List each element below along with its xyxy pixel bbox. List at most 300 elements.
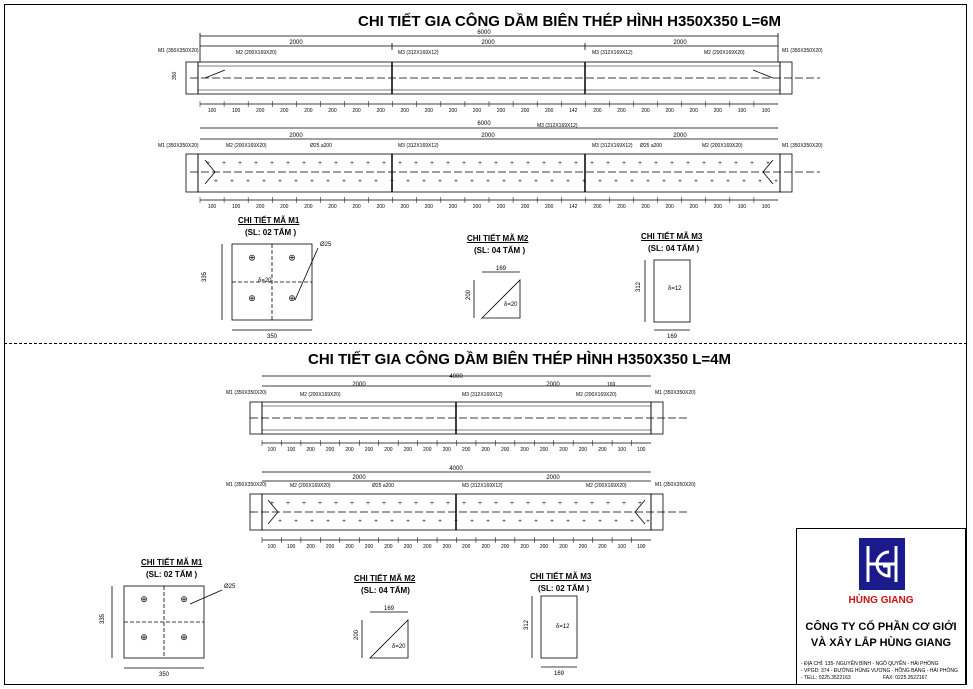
bolt-hole-icon: + xyxy=(454,519,458,525)
title-beam-4m: CHI TIẾT GIA CÔNG DẦM BIÊN THÉP HÌNH H350X350 L=4M xyxy=(308,351,731,368)
company-name-line2: VÀ XÂY LẮP HÙNG GIANG xyxy=(810,637,952,649)
bolt-hole-icon: + xyxy=(278,179,282,185)
dim-value: 200 xyxy=(448,108,458,114)
bolt-hole-icon: + xyxy=(358,519,362,525)
title-beam-6m: CHI TIẾT GIA CÔNG DẦM BIÊN THÉP HÌNH H350X350 L=6M xyxy=(358,13,781,30)
dim-value: 100 xyxy=(267,544,276,550)
bolt-hole-icon: + xyxy=(478,501,482,507)
bolt-hole-icon: + xyxy=(382,161,386,167)
dim-value: 200 xyxy=(403,447,413,453)
dim-value: 100 xyxy=(207,108,217,114)
beam-6m-m2-left-label: M2 (200X169X20) xyxy=(236,50,277,56)
beam-6m-seg3-dim: 2000 xyxy=(673,40,687,46)
bolt-hole-icon: + xyxy=(518,519,522,525)
dim-value: 200 xyxy=(559,447,568,453)
company-logo xyxy=(859,538,905,590)
company-fax: FAX: 0225.3522167 xyxy=(883,675,928,681)
dim-value: 100 xyxy=(637,544,646,550)
bolt-hole-icon: + xyxy=(526,161,530,167)
dim-value: 200 xyxy=(496,204,506,210)
beam-6m-plan-seg2: 2000 xyxy=(481,133,495,139)
m1-bottom-height: 335 xyxy=(100,613,106,624)
dim-value: 200 xyxy=(304,204,313,210)
beam-4m-plan-m1-right: M1 (350X350X20) xyxy=(655,482,696,488)
bolt-hole-icon: + xyxy=(598,179,602,185)
dim-value: 200 xyxy=(578,447,588,453)
bolt-hole-icon: + xyxy=(614,519,618,525)
bolt-hole-icon: + xyxy=(518,179,522,185)
bolt-hole-icon: + xyxy=(230,179,234,185)
bolt-hole-icon: + xyxy=(430,501,434,507)
beam-6m-m1-left-label: M1 (350X350X20) xyxy=(158,48,199,54)
dim-value: 200 xyxy=(689,204,698,210)
bolt-hole-icon: + xyxy=(510,161,514,167)
bolt-hole-icon: + xyxy=(582,519,586,525)
beam-6m-m3-left-label: M3 (312X169X12) xyxy=(398,50,439,56)
bolt-hole-icon: + xyxy=(622,161,626,167)
dim-value: 200 xyxy=(256,108,265,114)
dim-value: 200 xyxy=(593,108,602,114)
beam-4m-plan-m2-right: M2 (200X169X20) xyxy=(586,483,627,489)
bolt-hole-icon: + xyxy=(662,179,666,185)
dim-value: 200 xyxy=(617,204,626,210)
beam-4m-plan-bolt: Ø25 a200 xyxy=(372,483,394,489)
beam-4m-m1-left-label: M1 (350X350X20) xyxy=(226,390,267,396)
bolt-hole-icon: ⊕ xyxy=(180,593,188,604)
dim-value: 200 xyxy=(539,447,549,453)
dim-value: 200 xyxy=(403,544,413,550)
dim-value: 200 xyxy=(384,544,393,550)
dim-value: 200 xyxy=(472,204,482,210)
beam-6m-plan-m3-label: M3 (312X169X12) xyxy=(537,123,578,129)
dim-value: 200 xyxy=(520,447,529,453)
dim-value: 200 xyxy=(376,108,385,114)
dim-value: 200 xyxy=(641,108,650,114)
dim-value: 200 xyxy=(641,204,650,210)
bolt-hole-icon: + xyxy=(462,161,466,167)
bolt-hole-icon: + xyxy=(286,501,290,507)
dim-value: 200 xyxy=(280,204,289,210)
dim-value: 100 xyxy=(231,204,241,210)
company-office: - VPGD: 374 - ĐƯỜNG HÙNG VƯƠNG - HỒNG BÀNG - HẢI PHÒNG xyxy=(801,668,958,674)
beam-6m-elevation xyxy=(186,33,820,104)
m1-bottom-hole-label: Ø25 xyxy=(224,584,236,590)
bolt-hole-icon: + xyxy=(414,161,418,167)
dim-value: 200 xyxy=(462,544,471,550)
bolt-hole-icon: + xyxy=(486,179,490,185)
beam-4m-total-dim: 4000 xyxy=(449,374,463,380)
bolt-hole-icon: + xyxy=(222,161,226,167)
beam-6m-plan-m3-left: M3 (312X169X12) xyxy=(398,143,439,149)
dim-value: 200 xyxy=(481,447,490,453)
beam-4m-m3-label: M3 (312X169X12) xyxy=(462,392,503,398)
bolt-hole-icon: + xyxy=(646,519,650,525)
dim-value: 200 xyxy=(545,204,554,210)
bolt-hole-icon: + xyxy=(334,501,338,507)
bolt-hole-icon: + xyxy=(734,161,738,167)
dim-value: 100 xyxy=(737,204,747,210)
detail-m3-bottom xyxy=(532,596,577,667)
m2-top-thickness: δ=20 xyxy=(504,302,518,308)
beam-6m-dim-ticks xyxy=(200,101,770,210)
m3-bottom-height: 312 xyxy=(524,619,530,630)
dim-value: 200 xyxy=(328,108,337,114)
beam-6m-plan-m2-left: M2 (200X169X20) xyxy=(226,143,267,149)
beam-4m-elevation xyxy=(250,376,690,443)
beam-6m-plan-bolt-left: Ø25 a200 xyxy=(310,143,332,149)
dim-value: 200 xyxy=(345,544,354,550)
bolt-hole-icon: + xyxy=(470,519,474,525)
bolt-hole-icon: + xyxy=(542,501,546,507)
bolt-hole-icon: + xyxy=(254,161,258,167)
beam-4m-bolt-holes xyxy=(270,501,650,525)
bolt-hole-icon: + xyxy=(414,501,418,507)
bolt-hole-icon: + xyxy=(342,179,346,185)
beam-6m-plan-total-dim: 6000 xyxy=(477,121,491,127)
bolt-hole-icon: + xyxy=(366,501,370,507)
bolt-hole-icon: + xyxy=(446,501,450,507)
bolt-hole-icon: + xyxy=(550,179,554,185)
bolt-hole-icon: + xyxy=(494,161,498,167)
dim-value: 200 xyxy=(423,447,432,453)
dim-value: 200 xyxy=(520,108,530,114)
m3-top-width: 169 xyxy=(666,334,678,340)
bolt-hole-icon: + xyxy=(350,501,354,507)
beam-4m-m1-right-label: M1 (350X350X20) xyxy=(655,390,696,396)
bolt-hole-icon: + xyxy=(382,501,386,507)
dim-value: 200 xyxy=(384,447,393,453)
dim-value: 200 xyxy=(593,204,602,210)
bolt-hole-icon: + xyxy=(550,519,554,525)
m1-top-height: 335 xyxy=(202,271,208,282)
dim-value: 142 xyxy=(569,108,578,114)
dim-value: 200 xyxy=(713,108,722,114)
bolt-hole-icon: + xyxy=(326,179,330,185)
dim-value: 200 xyxy=(500,544,510,550)
bolt-hole-icon: + xyxy=(462,501,466,507)
dim-value: 200 xyxy=(304,108,313,114)
bolt-hole-icon: + xyxy=(302,161,306,167)
bolt-hole-icon: + xyxy=(318,501,322,507)
bolt-hole-icon: + xyxy=(406,519,410,525)
dim-value: 100 xyxy=(207,204,217,210)
bolt-hole-icon: + xyxy=(446,161,450,167)
bolt-hole-icon: + xyxy=(422,519,426,525)
detail-m1-bottom xyxy=(112,586,222,668)
beam-6m-plan-seg1: 2000 xyxy=(289,133,303,139)
bolt-hole-icon: + xyxy=(678,179,682,185)
dim-value: 100 xyxy=(737,108,747,114)
bolt-hole-icon: + xyxy=(590,501,594,507)
beam-4m-plan-total-dim: 4000 xyxy=(449,466,463,472)
bolt-hole-icon: + xyxy=(726,179,730,185)
beam-6m-plan-bolt-right: Ø25 a200 xyxy=(640,143,662,149)
bolt-hole-icon: + xyxy=(326,519,330,525)
bolt-hole-icon: + xyxy=(454,179,458,185)
bolt-hole-icon: + xyxy=(670,161,674,167)
bolt-hole-icon: + xyxy=(510,501,514,507)
dim-value: 200 xyxy=(559,544,568,550)
dim-value: 142 xyxy=(569,204,578,210)
bolt-hole-icon: + xyxy=(702,161,706,167)
beam-6m-plan-m1-left: M1 (350X350X20) xyxy=(158,143,199,149)
beam-4m-dim-169: 169 xyxy=(607,382,616,388)
dim-value: 200 xyxy=(424,108,433,114)
bolt-hole-icon: + xyxy=(390,519,394,525)
bolt-hole-icon: + xyxy=(398,501,402,507)
bolt-hole-icon: + xyxy=(262,179,266,185)
dim-value: 200 xyxy=(352,108,361,114)
dim-value: 200 xyxy=(325,544,335,550)
dim-value: 200 xyxy=(520,544,529,550)
detail-m3-bottom-qty: (SL: 02 TẤM ) xyxy=(538,584,590,593)
bolt-hole-icon: + xyxy=(334,161,338,167)
beam-6m-total-dim: 6000 xyxy=(477,30,491,36)
bolt-hole-icon: + xyxy=(622,501,626,507)
bolt-hole-icon: ⊕ xyxy=(288,252,296,263)
dim-value: 200 xyxy=(423,544,432,550)
dim-value: 200 xyxy=(442,544,451,550)
bolt-hole-icon: + xyxy=(542,161,546,167)
bolt-hole-icon: + xyxy=(270,161,274,167)
beam-6m-plan-seg3: 2000 xyxy=(673,133,687,139)
dim-value: 200 xyxy=(364,544,374,550)
bolt-hole-icon: + xyxy=(582,179,586,185)
title-block xyxy=(796,528,966,685)
bolt-hole-icon: + xyxy=(686,161,690,167)
bolt-hole-icon: + xyxy=(638,501,642,507)
dim-value: 200 xyxy=(442,447,451,453)
beam-6m-m2-right-label: M2 (200X169X20) xyxy=(704,50,745,56)
detail-m3-bottom-title: CHI TIẾT MÃ M3 xyxy=(530,572,592,581)
bolt-hole-icon: + xyxy=(342,519,346,525)
bolt-hole-icon: + xyxy=(566,519,570,525)
detail-m2-top-qty: (SL: 04 TẤM ) xyxy=(474,246,526,255)
dim-value: 200 xyxy=(424,204,433,210)
dim-value: 200 xyxy=(713,204,722,210)
bolt-hole-icon: + xyxy=(350,161,354,167)
bolt-hole-icon: + xyxy=(638,161,642,167)
dim-value: 200 xyxy=(598,544,607,550)
detail-m1-top-qty: (SL: 02 TẤM ) xyxy=(245,228,297,237)
bolt-hole-icon: + xyxy=(206,161,210,167)
bolt-hole-icon: + xyxy=(558,161,562,167)
bolt-hole-icon: + xyxy=(374,519,378,525)
dim-value: 200 xyxy=(256,204,265,210)
beam-6m-bolt-holes xyxy=(206,161,778,185)
dim-value: 200 xyxy=(617,108,626,114)
detail-m1-top xyxy=(222,244,318,330)
bolt-hole-icon: + xyxy=(750,161,754,167)
bolt-hole-icon: + xyxy=(430,161,434,167)
beam-4m-seg1-dim: 2000 xyxy=(352,382,366,388)
bolt-hole-icon: + xyxy=(294,179,298,185)
bolt-hole-icon: + xyxy=(654,161,658,167)
beam-6m-plan-m1-right: M1 (350X350X20) xyxy=(782,143,823,149)
bolt-hole-icon: + xyxy=(574,161,578,167)
bolt-hole-icon: + xyxy=(694,179,698,185)
bolt-hole-icon: + xyxy=(502,179,506,185)
beam-6m-seg2-dim: 2000 xyxy=(481,40,495,46)
bolt-hole-icon: + xyxy=(758,179,762,185)
bolt-hole-icon: + xyxy=(470,179,474,185)
bolt-hole-icon: ⊕ xyxy=(140,593,148,604)
bolt-hole-icon: + xyxy=(774,179,778,185)
bolt-hole-icon: + xyxy=(606,501,610,507)
bolt-hole-icon: ⊕ xyxy=(248,293,256,303)
dim-value: 200 xyxy=(598,447,607,453)
m1-top-hole-label: Ø25 xyxy=(320,242,332,248)
beam-4m-plan-m2-left: M2 (200X169X20) xyxy=(290,483,331,489)
bolt-hole-icon: + xyxy=(598,519,602,525)
dim-value: 200 xyxy=(306,544,315,550)
m3-top-height: 312 xyxy=(636,281,642,292)
bolt-hole-icon: + xyxy=(422,179,426,185)
bolt-hole-icon: + xyxy=(214,179,218,185)
m1-top-thickness: δ=20 xyxy=(258,278,272,284)
dim-value: 100 xyxy=(287,447,296,453)
beam-4m-m2-right-label: M2 (200X169X20) xyxy=(576,392,617,398)
dim-value: 200 xyxy=(280,108,289,114)
dim-value: 200 xyxy=(364,447,374,453)
bolt-hole-icon: + xyxy=(574,501,578,507)
beam-4m-m2-left-label: M2 (200X169X20) xyxy=(300,392,341,398)
dim-value: 100 xyxy=(761,204,771,210)
dim-value: 200 xyxy=(472,108,482,114)
brand-name: HÙNG GIANG xyxy=(848,595,914,606)
bolt-hole-icon: + xyxy=(374,179,378,185)
bolt-hole-icon: + xyxy=(630,179,634,185)
bolt-hole-icon: + xyxy=(302,501,306,507)
bolt-hole-icon: + xyxy=(310,179,314,185)
beam-4m-plan-seg2: 2000 xyxy=(546,475,560,481)
bolt-hole-icon: + xyxy=(526,501,530,507)
m2-top-width: 169 xyxy=(495,266,507,272)
bolt-hole-icon: + xyxy=(238,161,242,167)
dim-value: 200 xyxy=(539,544,549,550)
m1-top-width: 350 xyxy=(266,334,278,340)
dim-value: 200 xyxy=(345,447,354,453)
m2-bottom-width: 169 xyxy=(383,606,395,612)
dim-value: 200 xyxy=(306,447,315,453)
dim-value: 100 xyxy=(617,447,626,453)
dim-value: 200 xyxy=(400,204,409,210)
bolt-hole-icon: + xyxy=(630,519,634,525)
dim-value: 200 xyxy=(496,108,506,114)
bolt-hole-icon: + xyxy=(478,161,482,167)
m3-bottom-width: 169 xyxy=(553,671,565,677)
dim-value: 100 xyxy=(267,447,276,453)
hg-monogram-icon xyxy=(859,538,905,590)
dim-value: 200 xyxy=(400,108,409,114)
bolt-hole-icon: + xyxy=(486,519,490,525)
beam-4m-plan-seg1: 2000 xyxy=(352,475,366,481)
bolt-hole-icon: + xyxy=(286,161,290,167)
bolt-hole-icon: + xyxy=(766,161,770,167)
bolt-hole-icon: + xyxy=(710,179,714,185)
dim-value: 200 xyxy=(462,447,471,453)
bolt-hole-icon: + xyxy=(278,519,282,525)
bolt-hole-icon: ⊕ xyxy=(288,293,296,303)
bolt-hole-icon: + xyxy=(438,179,442,185)
detail-m2-top-title: CHI TIẾT MÃ M2 xyxy=(467,234,529,243)
bolt-hole-icon: + xyxy=(718,161,722,167)
bolt-hole-icon: ⊕ xyxy=(248,252,256,263)
bolt-hole-icon: + xyxy=(558,501,562,507)
dim-value: 200 xyxy=(328,204,337,210)
m1-bottom-width: 350 xyxy=(158,672,170,678)
detail-m1-bottom-qty: (SL: 02 TẤM ) xyxy=(146,570,198,579)
dim-value: 100 xyxy=(761,108,771,114)
company-tel: - TELL: 0225.3522163 xyxy=(801,675,851,681)
beam-6m-plan xyxy=(186,128,820,200)
bolt-hole-icon: + xyxy=(646,179,650,185)
bolt-hole-icon: + xyxy=(310,519,314,525)
bolt-hole-icon: + xyxy=(534,179,538,185)
beam-4m-dim-ticks xyxy=(262,440,646,550)
bolt-hole-icon: + xyxy=(366,161,370,167)
beam-6m-m1-right-label: M1 (350X350X20) xyxy=(782,48,823,54)
detail-m1-bottom-title: CHI TIẾT MÃ M1 xyxy=(141,558,203,567)
bolt-hole-icon: + xyxy=(406,179,410,185)
dim-value: 200 xyxy=(448,204,458,210)
dim-value: 200 xyxy=(578,544,588,550)
bolt-hole-icon: + xyxy=(358,179,362,185)
bolt-hole-icon: ⊕ xyxy=(140,632,148,642)
m3-bottom-thickness: δ=12 xyxy=(556,624,570,630)
bolt-hole-icon: + xyxy=(606,161,610,167)
dim-value: 100 xyxy=(617,544,626,550)
detail-m2-bottom-qty: (SL: 04 TẤM) xyxy=(361,586,410,595)
bolt-hole-icon: + xyxy=(390,179,394,185)
beam-4m-seg2-dim: 2000 xyxy=(546,382,560,388)
detail-m3-top-title: CHI TIẾT MÃ M3 xyxy=(641,232,703,241)
dim-value: 200 xyxy=(665,108,674,114)
dim-value: 200 xyxy=(689,108,698,114)
bolt-hole-icon: + xyxy=(566,179,570,185)
bolt-hole-icon: + xyxy=(614,179,618,185)
detail-m2-top xyxy=(474,272,520,318)
bolt-hole-icon: + xyxy=(742,179,746,185)
bolt-hole-icon: + xyxy=(246,179,250,185)
bolt-hole-icon: + xyxy=(502,519,506,525)
beam-4m-plan-m3: M3 (312X169X12) xyxy=(462,483,503,489)
dim-value: 200 xyxy=(325,447,335,453)
detail-m3-top-qty: (SL: 04 TẤM ) xyxy=(648,244,700,253)
dim-value: 200 xyxy=(545,108,554,114)
dim-value: 200 xyxy=(665,204,674,210)
dim-value: 200 xyxy=(500,447,510,453)
bolt-hole-icon: ⊕ xyxy=(180,632,188,642)
company-address: - ĐỊA CHỈ: 135- NGUYỄN BÌNH - NGÔ QUYỀN - HẢI PHÒNG xyxy=(801,661,939,667)
bolt-hole-icon: + xyxy=(494,501,498,507)
m3-top-thickness: δ=12 xyxy=(668,286,682,292)
beam-6m-plan-m3-right: M3 (312X169X12) xyxy=(592,143,633,149)
detail-m1-top-title: CHI TIẾT MÃ M1 xyxy=(238,216,300,225)
beam-6m-plan-m2-right: M2 (200X169X20) xyxy=(702,143,743,149)
dim-value: 200 xyxy=(376,204,385,210)
beam-4m-plan-m1-left: M1 (350X350X20) xyxy=(226,482,267,488)
beam-6m-seg1-dim: 2000 xyxy=(289,40,303,46)
bolt-hole-icon: + xyxy=(534,519,538,525)
bolt-hole-icon: + xyxy=(294,519,298,525)
m2-top-height: 200 xyxy=(466,289,472,300)
dim-value: 100 xyxy=(287,544,296,550)
detail-m2-bottom-title: CHI TIẾT MÃ M2 xyxy=(354,574,416,583)
dim-value: 200 xyxy=(481,544,490,550)
dim-value: 200 xyxy=(520,204,530,210)
detail-m2-bottom xyxy=(362,612,408,658)
